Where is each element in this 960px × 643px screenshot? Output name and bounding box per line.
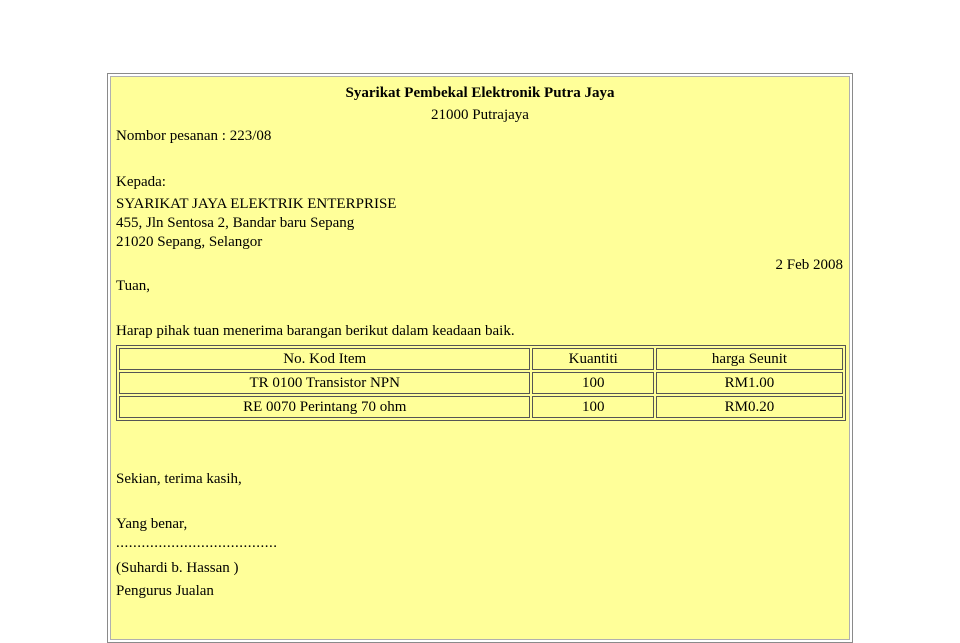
item-code-cell: TR 0100 Transistor NPN: [119, 372, 530, 394]
recipient-address-line-2: 21020 Sepang, Selangor: [116, 234, 263, 250]
sign-off: Yang benar,: [116, 516, 188, 532]
column-header-quantity: Kuantiti: [532, 348, 653, 370]
salutation: Tuan,: [116, 278, 151, 294]
unit-price-cell: RM0.20: [656, 396, 843, 418]
quantity-cell: 100: [532, 396, 653, 418]
item-code-cell: RE 0070 Perintang 70 ohm: [119, 396, 530, 418]
table-row: [119, 372, 843, 394]
closing-text: Sekian, terima kasih,: [116, 471, 242, 487]
quantity-cell: 100: [532, 372, 653, 394]
column-header-unit-price: harga Seunit: [656, 348, 843, 370]
signatory-position: Pengurus Jualan: [116, 583, 214, 599]
recipient-address-line-1: 455, Jln Sentosa 2, Bandar baru Sepang: [116, 215, 355, 231]
signature-line: ......................................: [116, 535, 278, 551]
table-header-row: [119, 348, 843, 370]
recipient-name: SYARIKAT JAYA ELEKTRIK ENTERPRISE: [116, 196, 397, 212]
table-row: [119, 396, 843, 418]
unit-price-cell: RM1.00: [656, 372, 843, 394]
recipient-label: Kepada:: [116, 174, 166, 190]
company-name: Syarikat Pembekal Elektronik Putra Jaya: [345, 85, 615, 101]
order-number: Nombor pesanan : 223/08: [116, 128, 272, 144]
intro-text: Harap pihak tuan menerima barangan berikut dalam keadaan baik.: [116, 323, 515, 339]
letter-frame: [107, 73, 853, 643]
purchase-order-letter: [110, 76, 850, 640]
signatory-name: (Suhardi b. Hassan ): [116, 560, 239, 576]
items-table: [116, 345, 846, 421]
company-city: 21000 Putrajaya: [431, 107, 529, 123]
column-header-item-code: No. Kod Item: [119, 348, 530, 370]
letter-date: 2 Feb 2008: [775, 257, 843, 273]
